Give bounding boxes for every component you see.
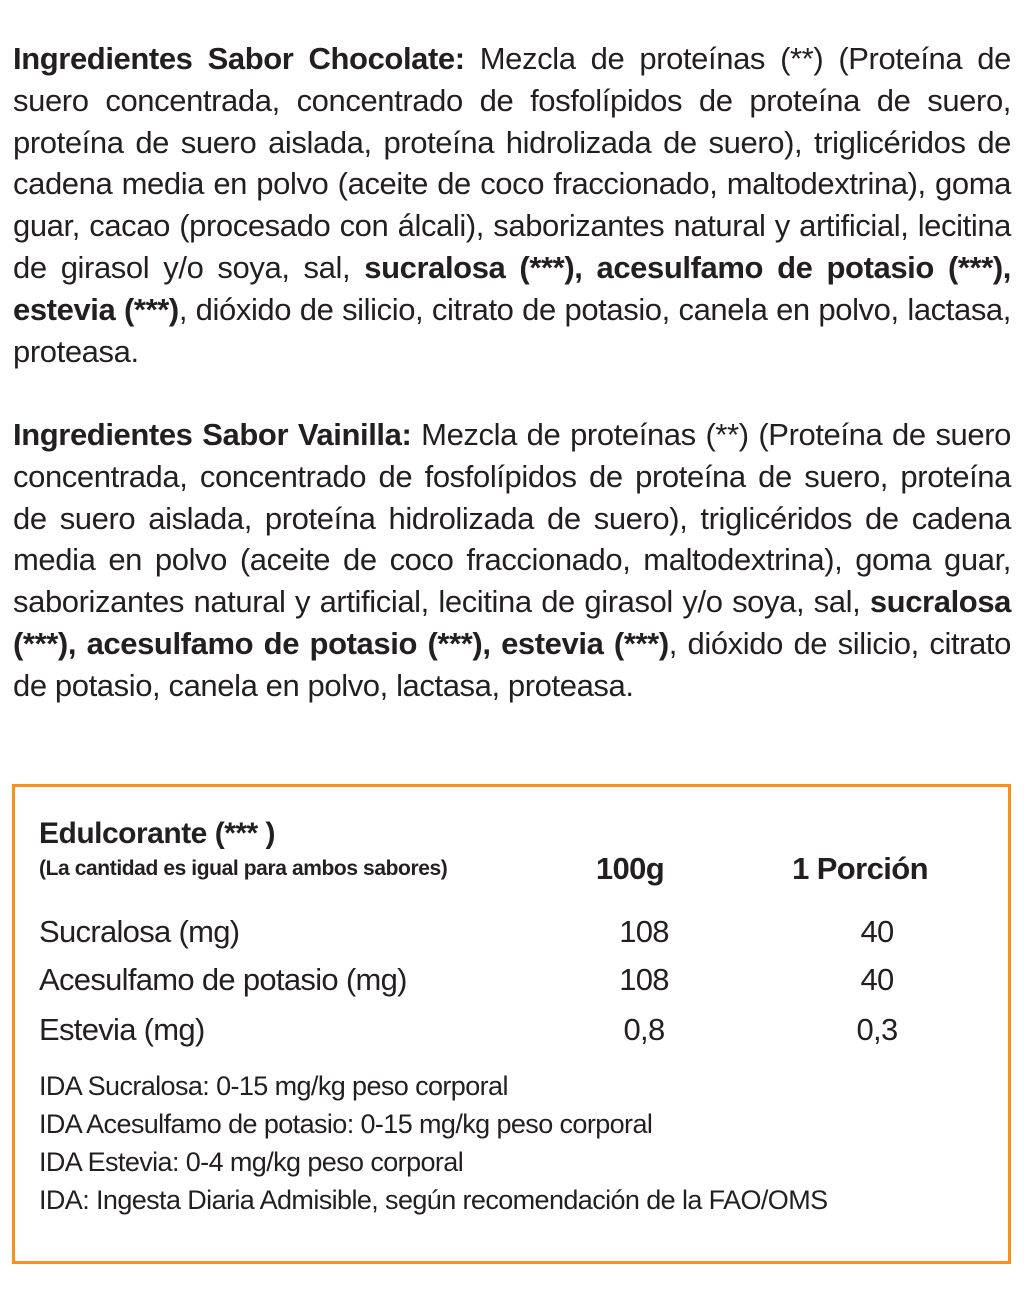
- ida-note-estevia: IDA Estevia: 0-4 mg/kg peso corporal: [39, 1147, 464, 1177]
- row-label: Estevia (mg): [39, 1012, 205, 1047]
- vanilla-sweeteners: sucralosa (***), acesulfamo de potasio (***), estevia (***): [13, 584, 1011, 661]
- chocolate-heading: Ingredientes Sabor Chocolate:: [13, 41, 465, 76]
- ida-note-acesulfamo: IDA Acesulfamo de potasio: 0-15 mg/kg peso corporal: [39, 1109, 653, 1139]
- ida-definition: IDA: Ingesta Diaria Admisible, según recomendación de la FAO/OMS: [39, 1185, 828, 1215]
- row-value-portion: 40: [860, 914, 894, 949]
- ida-note-sucralosa: IDA Sucralosa: 0-15 mg/kg peso corporal: [39, 1071, 508, 1101]
- vanilla-text-1: Mezcla de proteínas (**) (Proteína de suero concentrada, concentrado de fosfolípidos de proteína de suero, proteína de suero aislada, proteína hidrolizada de suero), triglicéridos de cadena media en polvo (aceite de coco fraccionado, maltodextrina), goma guar, saborizantes natural y artificial, lecitina de girasol y/o soya, sal,: [13, 417, 1011, 620]
- vanilla-text-2: , dióxido de silicio, citrato de potasio, canela en polvo, lactasa, proteasa.: [13, 625, 1011, 703]
- table-row: [39, 962, 989, 1010]
- row-label: Acesulfamo de potasio (mg): [39, 962, 407, 997]
- chocolate-ingredients: [13, 38, 1011, 372]
- column-header-100g: 100g: [595, 851, 665, 886]
- table-row: [39, 914, 989, 962]
- sweetener-title: Edulcorante (*** ): [39, 817, 276, 850]
- row-value-100g: 108: [619, 962, 669, 997]
- sweetener-table-box: [12, 784, 1011, 1264]
- column-header-portion: 1 Porción: [792, 851, 928, 886]
- row-value-portion: 0,3: [856, 1012, 898, 1047]
- vanilla-heading: Ingredientes Sabor Vainilla:: [13, 417, 412, 452]
- row-value-portion: 40: [860, 962, 894, 997]
- chocolate-text-1: Mezcla de proteínas (**) (Proteína de suero concentrada, concentrado de fosfolípidos de proteína de suero, proteína de suero aislada, proteína hidrolizada de suero), triglicéridos de cadena media en polvo (aceite de coco fraccionado, maltodextrina), goma guar, cacao (procesado con álcali), saborizantes natural y artificial, lecitina de girasol y/o soya, sal,: [13, 41, 1011, 285]
- vanilla-ingredients: [13, 414, 1011, 707]
- row-value-100g: 0,8: [623, 1012, 665, 1047]
- row-value-100g: 108: [619, 914, 669, 949]
- sweetener-subtitle: (La cantidad es igual para ambos sabores): [39, 857, 448, 880]
- row-label: Sucralosa (mg): [39, 914, 240, 949]
- table-row: [39, 1012, 989, 1060]
- chocolate-sweeteners: sucralosa (***), acesulfamo de potasio (***), estevia (***): [13, 249, 1012, 327]
- chocolate-text-2: , dióxido de silicio, citrato de potasio, canela en polvo, lactasa, proteasa.: [13, 291, 1011, 369]
